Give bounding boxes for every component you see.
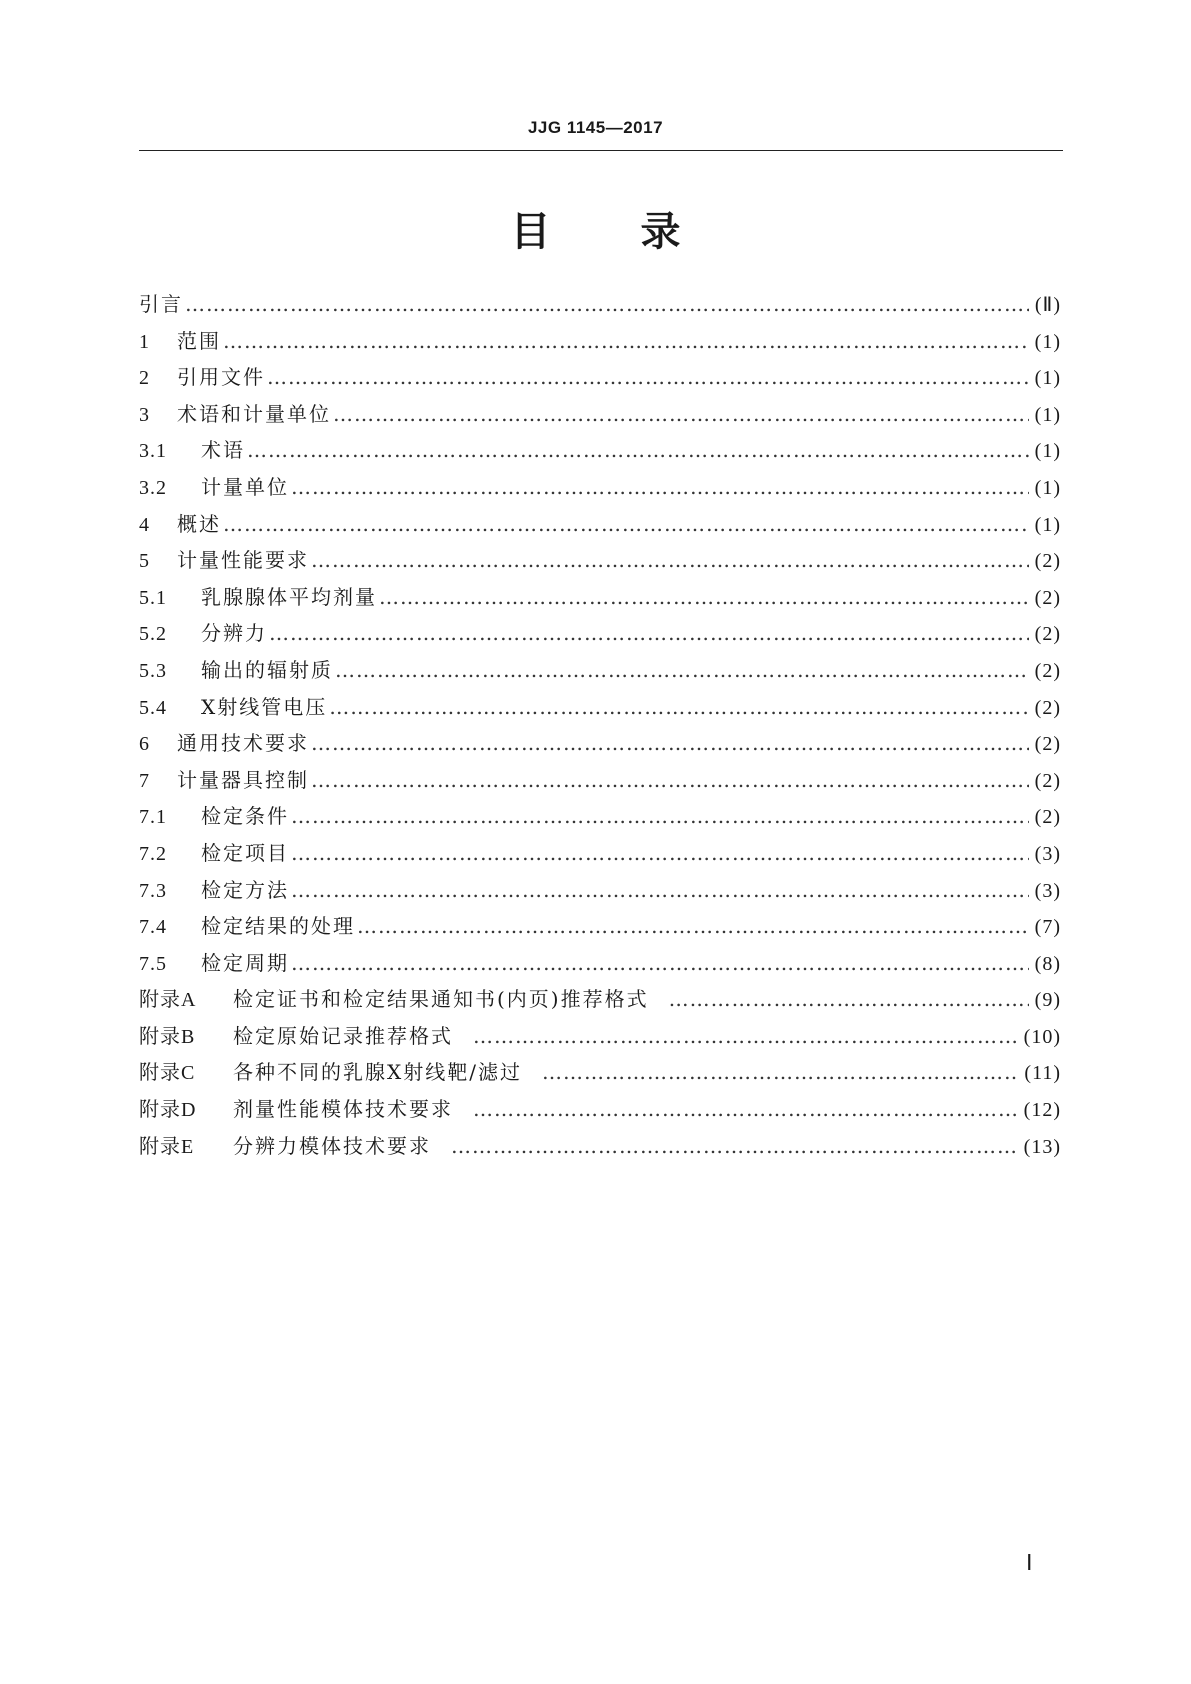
toc-leader-dots — [223, 512, 1029, 536]
toc-entry-page: (11) — [1024, 1062, 1061, 1085]
toc-entry-number: 3 — [139, 403, 150, 426]
page-title — [0, 200, 1191, 257]
toc-leader-dots — [247, 438, 1029, 462]
toc-entry-label: 检定证书和检定结果通知书(内页)推荐格式 — [233, 987, 649, 1012]
toc-entry-page: (1) — [1034, 476, 1061, 499]
toc-entry-number: 5.2 — [139, 623, 167, 646]
toc-entry[interactable] — [139, 837, 1061, 874]
toc-entry-label: 剂量性能模体技术要求 — [233, 1097, 453, 1122]
toc-entry-label: 检定原始记录推荐格式 — [233, 1023, 453, 1048]
toc-entry[interactable] — [139, 288, 1061, 325]
toc-entry-page: (1) — [1034, 330, 1061, 353]
toc-entry-number: 1 — [139, 330, 150, 353]
toc-leader-dots — [185, 292, 1029, 316]
toc-entry[interactable] — [139, 1020, 1061, 1057]
toc-leader-dots — [223, 329, 1029, 353]
toc-entry[interactable] — [139, 1093, 1061, 1130]
toc-entry-number: 附录E — [139, 1135, 195, 1158]
toc-entry[interactable] — [139, 471, 1061, 508]
toc-entry-label: 乳腺腺体平均剂量 — [201, 584, 377, 609]
toc-entry-page: (7) — [1034, 916, 1061, 939]
toc-entry-page: (2) — [1034, 659, 1061, 682]
table-of-contents — [139, 288, 1061, 1166]
title-char-1: 目 — [510, 209, 551, 255]
toc-entry[interactable] — [139, 434, 1061, 471]
toc-entry-label: 各种不同的乳腺X射线靶/滤过 — [233, 1060, 522, 1085]
toc-leader-dots — [291, 841, 1029, 865]
toc-entry-page: (1) — [1034, 513, 1061, 536]
toc-entry-label: 计量器具控制 — [177, 767, 309, 792]
toc-entry[interactable] — [139, 800, 1061, 837]
toc-entry-number: 附录B — [139, 1025, 196, 1048]
toc-entry[interactable] — [139, 581, 1061, 618]
toc-entry-label: 检定结果的处理 — [201, 914, 355, 939]
toc-leader-dots — [329, 695, 1028, 719]
toc-entry-number: 7.2 — [139, 842, 167, 865]
toc-entry-label: 分辨力模体技术要求 — [233, 1133, 431, 1158]
toc-entry-label: 检定方法 — [201, 877, 289, 902]
toc-entry-number: 4 — [139, 513, 150, 536]
toc-entry-number: 6 — [139, 733, 150, 756]
toc-entry-page: (2) — [1034, 550, 1061, 573]
toc-entry-page: (2) — [1034, 696, 1061, 719]
toc-entry-label: 术语 — [201, 438, 245, 463]
toc-entry[interactable] — [139, 947, 1061, 984]
toc-entry-page: (2) — [1034, 586, 1061, 609]
toc-entry-label: 分辨力 — [201, 621, 267, 646]
toc-entry-page: (3) — [1034, 879, 1061, 902]
toc-leader-dots — [669, 987, 1029, 1011]
toc-entry-page: (9) — [1034, 989, 1061, 1012]
toc-entry-page: (2) — [1034, 769, 1061, 792]
toc-entry[interactable] — [139, 691, 1061, 728]
toc-entry-number: 7 — [139, 769, 150, 792]
toc-leader-dots — [291, 475, 1029, 499]
toc-entry[interactable] — [139, 1130, 1061, 1167]
page-number: Ⅰ — [1026, 1550, 1033, 1575]
toc-entry-page: (1) — [1034, 440, 1061, 463]
toc-entry[interactable] — [139, 325, 1061, 362]
toc-entry-label: X射线管电压 — [201, 694, 328, 719]
toc-entry-number: 7.1 — [139, 806, 167, 829]
toc-entry-page: (8) — [1034, 952, 1061, 975]
header-divider — [139, 150, 1063, 151]
toc-entry-number: 5.3 — [139, 659, 167, 682]
toc-leader-dots — [357, 914, 1029, 938]
toc-leader-dots — [379, 585, 1029, 609]
toc-entry[interactable] — [139, 361, 1061, 398]
toc-leader-dots — [291, 804, 1029, 828]
toc-leader-dots — [311, 548, 1029, 572]
toc-entry-page: (2) — [1034, 733, 1061, 756]
toc-leader-dots — [542, 1060, 1018, 1084]
toc-entry-page: (2) — [1034, 806, 1061, 829]
toc-entry[interactable] — [139, 910, 1061, 947]
toc-entry-number: 附录A — [139, 989, 197, 1012]
toc-entry-label: 范围 — [177, 328, 221, 353]
toc-entry-label: 检定周期 — [201, 950, 289, 975]
toc-leader-dots — [267, 365, 1029, 389]
toc-entry-number: 7.5 — [139, 952, 167, 975]
toc-entry-number: 附录D — [139, 1099, 197, 1122]
toc-leader-dots — [335, 658, 1029, 682]
toc-entry[interactable] — [139, 727, 1061, 764]
toc-entry-label: 引言 — [139, 292, 183, 316]
toc-leader-dots — [473, 1024, 1018, 1048]
toc-leader-dots — [333, 402, 1029, 426]
toc-entry[interactable] — [139, 1056, 1061, 1093]
toc-leader-dots — [451, 1134, 1018, 1158]
toc-entry-page: (1) — [1034, 403, 1061, 426]
toc-entry-number: 附录C — [139, 1062, 196, 1085]
toc-entry[interactable] — [139, 617, 1061, 654]
toc-entry[interactable] — [139, 544, 1061, 581]
toc-leader-dots — [269, 621, 1029, 645]
toc-entry-page: (Ⅱ) — [1034, 294, 1061, 316]
toc-entry-page: (2) — [1034, 623, 1061, 646]
toc-entry[interactable] — [139, 654, 1061, 691]
toc-entry[interactable] — [139, 508, 1061, 545]
toc-entry-label: 通用技术要求 — [177, 731, 309, 756]
toc-entry-page: (12) — [1023, 1099, 1061, 1122]
toc-entry-label: 引用文件 — [177, 365, 265, 390]
toc-entry-number: 3.2 — [139, 476, 167, 499]
toc-entry-number: 7.3 — [139, 879, 167, 902]
toc-entry-number: 5.4 — [139, 696, 167, 719]
toc-entry-label: 输出的辐射质 — [201, 657, 333, 682]
toc-entry-label: 计量性能要求 — [177, 548, 309, 573]
toc-entry-number: 5 — [139, 550, 150, 573]
toc-leader-dots — [311, 731, 1029, 755]
toc-entry-label: 计量单位 — [201, 474, 289, 499]
toc-entry-number: 7.4 — [139, 916, 167, 939]
toc-entry-number: 2 — [139, 367, 150, 390]
toc-leader-dots — [473, 1097, 1018, 1121]
toc-entry-number: 5.1 — [139, 586, 167, 609]
standard-code-header: JJG 1145—2017 — [527, 118, 664, 137]
toc-entry[interactable] — [139, 764, 1061, 801]
toc-entry[interactable] — [139, 983, 1061, 1020]
toc-leader-dots — [311, 768, 1029, 792]
toc-leader-dots — [291, 878, 1029, 902]
toc-entry-page: (1) — [1034, 367, 1061, 390]
toc-entry-number: 3.1 — [139, 440, 167, 463]
toc-leader-dots — [291, 951, 1029, 975]
toc-entry-label: 概述 — [177, 511, 221, 536]
toc-entry[interactable] — [139, 874, 1061, 911]
toc-entry-page: (10) — [1023, 1025, 1061, 1048]
toc-entry-label: 检定条件 — [201, 804, 289, 829]
toc-entry[interactable] — [139, 398, 1061, 435]
title-char-2: 录 — [640, 209, 681, 255]
toc-entry-page: (13) — [1023, 1135, 1061, 1158]
toc-entry-label: 术语和计量单位 — [177, 401, 331, 426]
toc-entry-page: (3) — [1034, 842, 1061, 865]
toc-entry-label: 检定项目 — [201, 840, 289, 865]
